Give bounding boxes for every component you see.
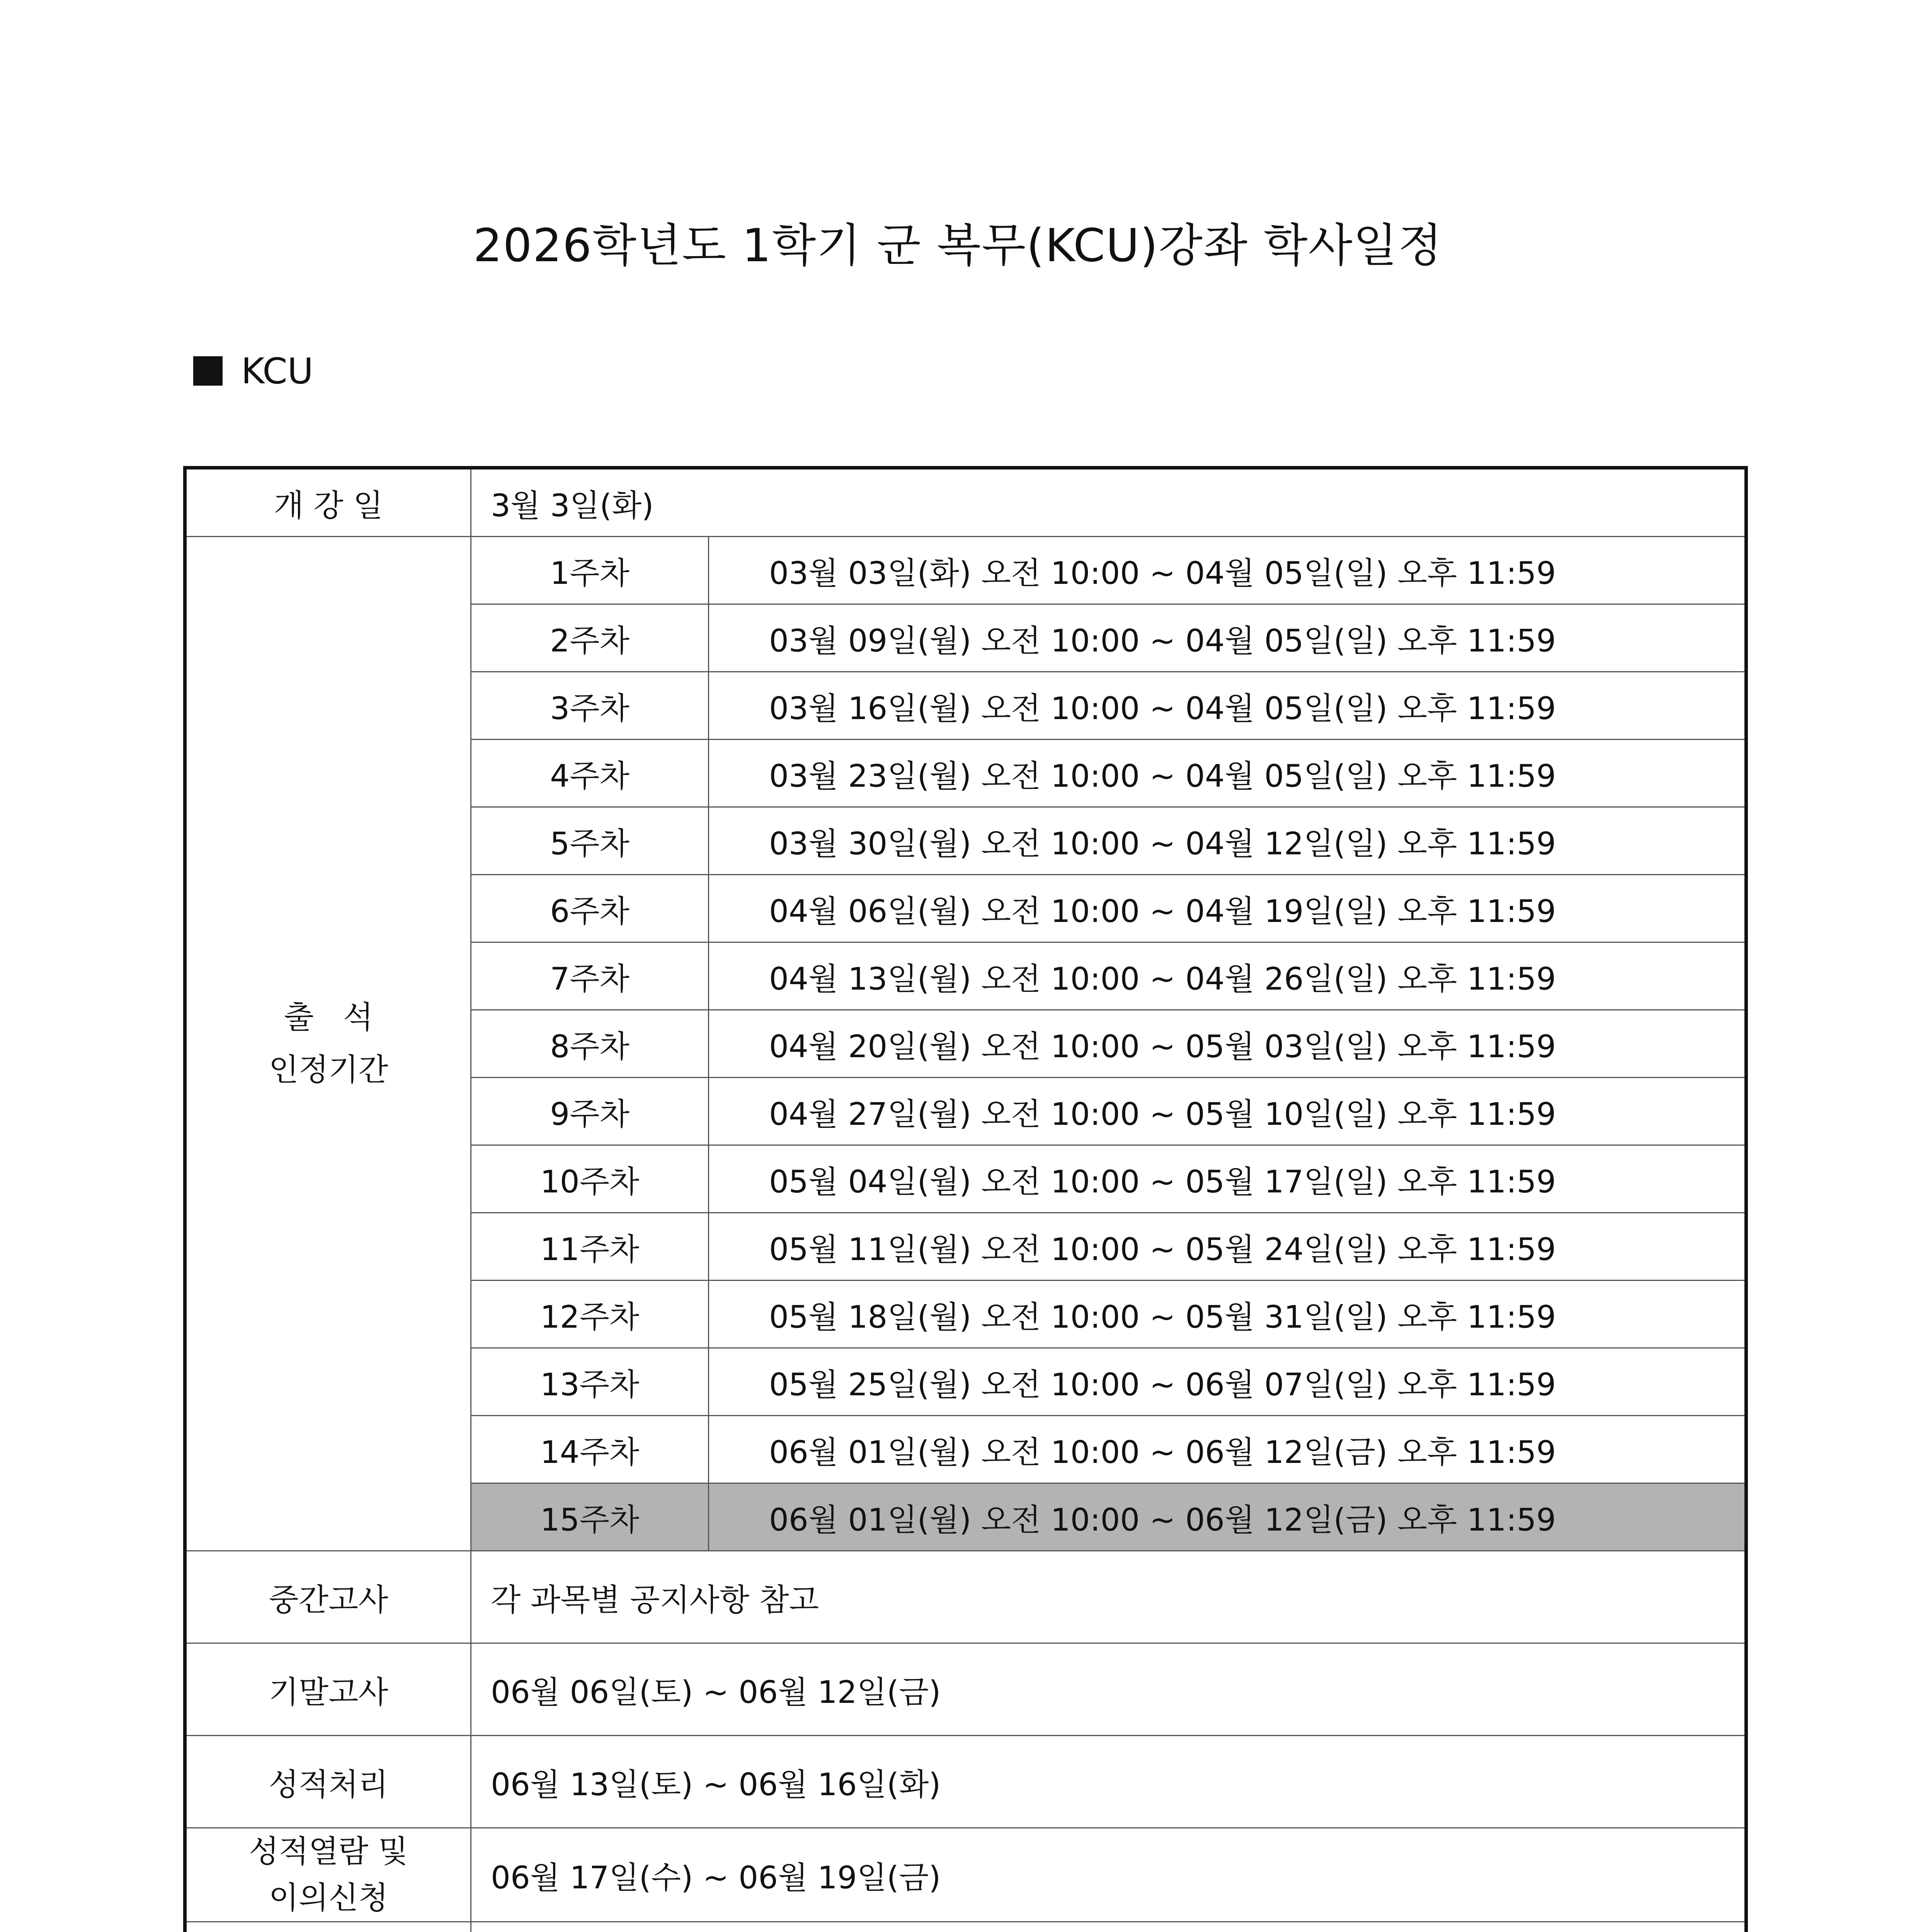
week-date-range: 03월 16일(월) 오전 10:00 ~ 04월 05일(일) 오후 11:59: [709, 672, 1746, 740]
page-title: 2026학년도 1학기 군 복무(KCU)강좌 학사일정: [473, 219, 1443, 272]
week-date-range: 06월 01일(월) 오전 10:00 ~ 06월 12일(금) 오후 11:59: [709, 1483, 1746, 1551]
opening-day-label: 개 강 일: [185, 468, 471, 537]
week-date-range: 03월 30일(월) 오전 10:00 ~ 04월 12일(일) 오후 11:59: [709, 807, 1746, 875]
week-label: 9주차: [471, 1078, 709, 1145]
schedule-info-row: [185, 1551, 1746, 1643]
week-label: 5주차: [471, 807, 709, 875]
attendance-period-label: [185, 537, 471, 1551]
section-heading-label: KCU: [241, 350, 313, 392]
attendance-label-line2: 인정기간: [269, 1052, 388, 1088]
schedule-table-body: [185, 468, 1746, 1932]
week-date-range: 05월 25일(월) 오전 10:00 ~ 06월 07일(일) 오후 11:59: [709, 1348, 1746, 1416]
schedule-info-value: 각 과목별 공지사항 참고: [471, 1551, 1746, 1643]
attendance-week-row: [185, 537, 1746, 604]
opening-day-row: [185, 468, 1746, 537]
week-date-range: 03월 23일(월) 오전 10:00 ~ 04월 05일(일) 오후 11:59: [709, 740, 1746, 807]
schedule-info-label: 기말고사: [185, 1643, 471, 1736]
week-date-range: 03월 03일(화) 오전 10:00 ~ 04월 05일(일) 오후 11:59: [709, 537, 1746, 604]
week-date-range: 05월 18일(월) 오전 10:00 ~ 05월 31일(일) 오후 11:59: [709, 1281, 1746, 1348]
week-label: 14주차: [471, 1416, 709, 1483]
schedule-table: [183, 466, 1748, 1932]
week-date-range: 04월 20일(월) 오전 10:00 ~ 05월 03일(일) 오후 11:59: [709, 1010, 1746, 1078]
schedule-info-row: [185, 1922, 1746, 1932]
week-date-range: 04월 13일(월) 오전 10:00 ~ 04월 26일(일) 오후 11:59: [709, 942, 1746, 1010]
week-label: 2주차: [471, 604, 709, 672]
schedule-info-value: 06월 13일(토) ~ 06월 16일(화): [471, 1736, 1746, 1828]
week-label: 6주차: [471, 875, 709, 942]
week-date-range: 05월 04일(월) 오전 10:00 ~ 05월 17일(일) 오후 11:59: [709, 1145, 1746, 1213]
schedule-info-row: [185, 1643, 1746, 1736]
week-label: 3주차: [471, 672, 709, 740]
week-label: 15주차: [471, 1483, 709, 1551]
week-label: 4주차: [471, 740, 709, 807]
section-heading: [193, 350, 313, 392]
schedule-info-label: 성적처리: [185, 1736, 471, 1828]
week-label: 7주차: [471, 942, 709, 1010]
schedule-info-label-line1: 성적열람 및: [249, 1833, 408, 1869]
week-label: 11주차: [471, 1213, 709, 1281]
schedule-info-label: [185, 1828, 471, 1922]
week-label: 10주차: [471, 1145, 709, 1213]
week-date-range: 06월 01일(월) 오전 10:00 ~ 06월 12일(금) 오후 11:59: [709, 1416, 1746, 1483]
schedule-info-row: [185, 1736, 1746, 1828]
schedule-info-label: 중간고사: [185, 1551, 471, 1643]
week-label: 12주차: [471, 1281, 709, 1348]
week-date-range: 04월 27일(월) 오전 10:00 ~ 05월 10일(일) 오후 11:59: [709, 1078, 1746, 1145]
week-label: 8주차: [471, 1010, 709, 1078]
opening-day-value: 3월 3일(화): [471, 468, 1746, 537]
schedule-info-label-line2: 이의신청: [269, 1880, 388, 1916]
schedule-info-row: [185, 1828, 1746, 1922]
week-date-range: 03월 09일(월) 오전 10:00 ~ 04월 05일(일) 오후 11:59: [709, 604, 1746, 672]
attendance-label-line1: 출 석: [284, 999, 373, 1035]
week-date-range: 04월 06일(월) 오전 10:00 ~ 04월 19일(일) 오후 11:59: [709, 875, 1746, 942]
schedule-info-value: 06월 17일(수) ~ 06월 19일(금): [471, 1828, 1746, 1922]
schedule-info-value: 06월 06일(토) ~ 06월 12일(금): [471, 1643, 1746, 1736]
week-label: 1주차: [471, 537, 709, 604]
schedule-info-label: [185, 1922, 471, 1932]
week-date-range: 05월 11일(월) 오전 10:00 ~ 05월 24일(일) 오후 11:59: [709, 1213, 1746, 1281]
week-label: 13주차: [471, 1348, 709, 1416]
schedule-info-value: [471, 1922, 1746, 1932]
square-bullet-icon: [193, 356, 223, 386]
